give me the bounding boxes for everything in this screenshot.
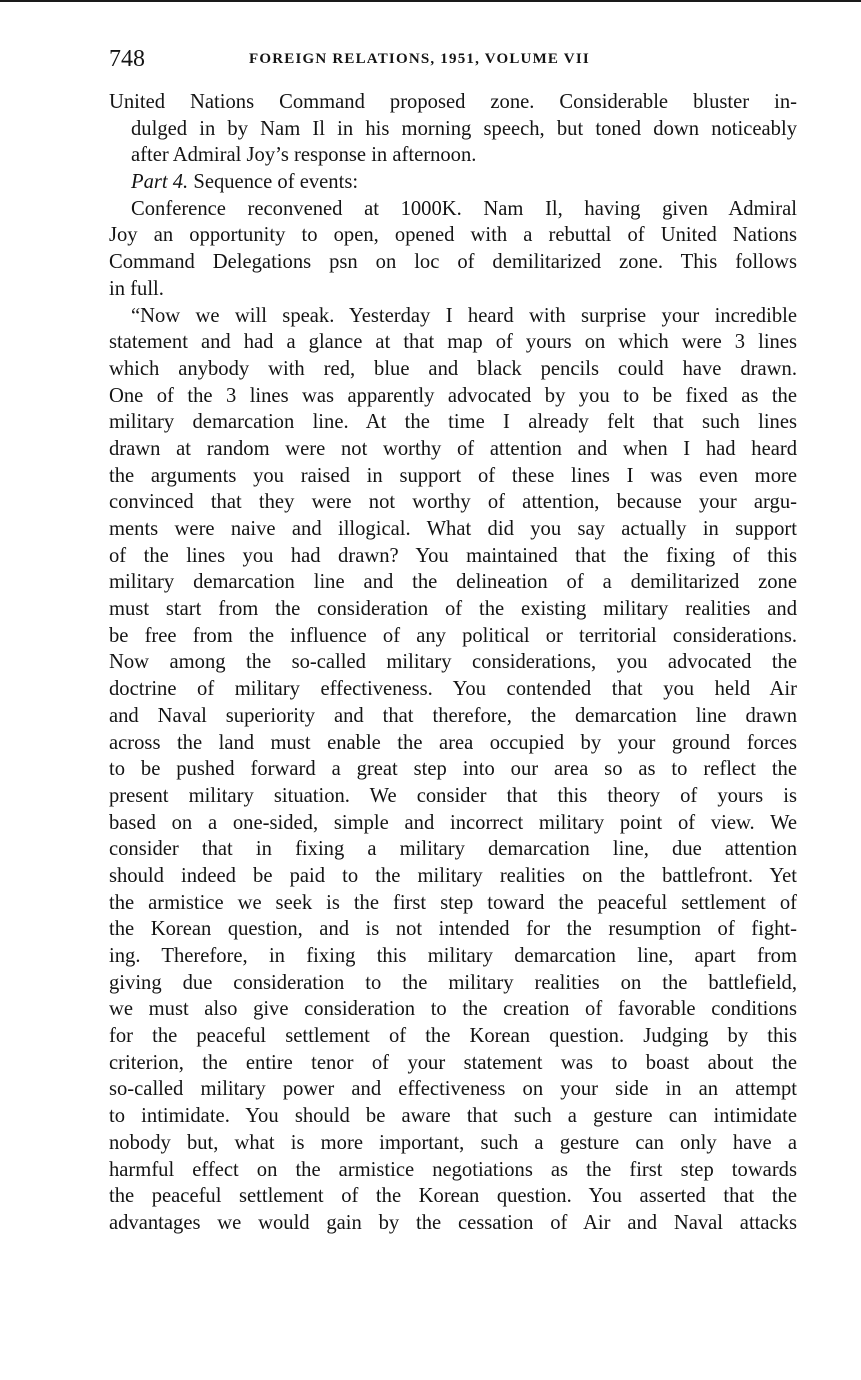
text-line: the armistice we seek is the first step toward the peaceful settlement of (109, 891, 797, 914)
text-line: must start from the consideration of the existing military realities and (109, 598, 797, 621)
text-line: and Naval superiority and that therefore, the demarcation line drawn (109, 704, 797, 727)
text-line: advantages we would gain by the cessation of Air and Naval attacks (109, 1211, 797, 1234)
document-body (109, 89, 797, 1237)
text-line: of the lines you had drawn? You maintained that the fixing of this (109, 544, 797, 567)
text-line: giving due consideration to the military realities on the battlefield, (109, 971, 797, 994)
running-head-title: FOREIGN RELATIONS, 1951, VOLUME VII (249, 51, 590, 67)
text-line: should indeed be paid to the military realities on the battlefront. Yet (109, 864, 797, 887)
text-line: across the land must enable the area occupied by your ground forces (109, 731, 797, 754)
text-line: criterion, the entire tenor of your statement was to boast about the (109, 1051, 797, 1074)
page-number: 748 (109, 46, 145, 72)
text-line: drawn at random were not worthy of attention and when I had heard (109, 437, 797, 460)
text-line: ing. Therefore, in fixing this military demarcation line, apart from (109, 945, 797, 967)
text-line: we must also give consideration to the creation of favorable conditions (109, 998, 797, 1021)
text-line: for the peaceful settlement of the Korean question. Judging by this (109, 1025, 797, 1048)
text-line: based on a one-sided, simple and incorrect military point of view. We (109, 811, 797, 834)
text-line: the peaceful settlement of the Korean question. You asserted that the (109, 1185, 797, 1208)
text-line: nobody but, what is more important, such a gesture can only have a (109, 1131, 797, 1154)
text-line: after Admiral Joy’s response in afternoon. (131, 144, 477, 167)
text-line: One of the 3 lines was apparently advocated by you to be fixed as the (109, 384, 797, 407)
text-line: the Korean question, and is not intended for the resumption of fight- (109, 918, 797, 941)
text-line: doctrine of military effectiveness. You contended that you held Air (109, 678, 797, 701)
text-line: “Now we will speak. Yesterday I heard with surprise your incredible (131, 304, 797, 327)
text-line: convinced that they were not worthy of attention, because your argu- (109, 491, 797, 514)
text-line: to intimidate. You should be aware that such a gesture can intimidate (109, 1105, 797, 1128)
text-line: United Nations Command proposed zone. Considerable bluster in- (109, 91, 797, 113)
text-line: Joy an opportunity to open, opened with a rebuttal of United Nations (109, 224, 797, 247)
text-line: military demarcation line. At the time I already felt that such lines (109, 411, 797, 434)
running-head (109, 44, 797, 74)
text-line: Now among the so-called military considerations, you advocated the (109, 651, 797, 674)
text-line: Command Delegations psn on loc of demilitarized zone. This follows (109, 251, 797, 274)
paragraph (109, 196, 797, 303)
text-line: dulged in by Nam Il in his morning speech, but toned down noticeably (131, 117, 797, 140)
paragraph (109, 169, 797, 196)
top-rule (0, 0, 861, 2)
text-line: ments were naive and illogical. What did you say actually in support (109, 518, 797, 540)
text-line: harmful effect on the armistice negotiations as the first step towards (109, 1158, 797, 1181)
part-label: Part 4. (131, 171, 189, 194)
text-line: to be pushed forward a great step into our area so as to reflect the (109, 758, 797, 781)
text-line: be free from the influence of any political or territorial considerations. (109, 624, 797, 647)
text-line: so-called military power and effectiveness on your side in an attempt (109, 1078, 797, 1101)
paragraph (109, 89, 797, 169)
text-line (109, 169, 797, 196)
text-line: statement and had a glance at that map of yours on which were 3 lines (109, 331, 797, 354)
text-line: the arguments you raised in support of these lines I was even more (109, 464, 797, 487)
text-line: military demarcation line and the delineation of a demilitarized zone (109, 571, 797, 594)
text-line: which anybody with red, blue and black pencils could have drawn. (109, 357, 797, 380)
part-heading-text: Sequence of events: (188, 171, 359, 194)
text-line: Conference reconvened at 1000K. Nam Il, having given Admiral (131, 197, 797, 220)
text-line: in full. (109, 277, 164, 300)
text-line: present military situation. We consider that this theory of yours is (109, 784, 797, 807)
paragraph (109, 303, 797, 1237)
text-line: consider that in fixing a military demarcation line, due attention (109, 838, 797, 861)
